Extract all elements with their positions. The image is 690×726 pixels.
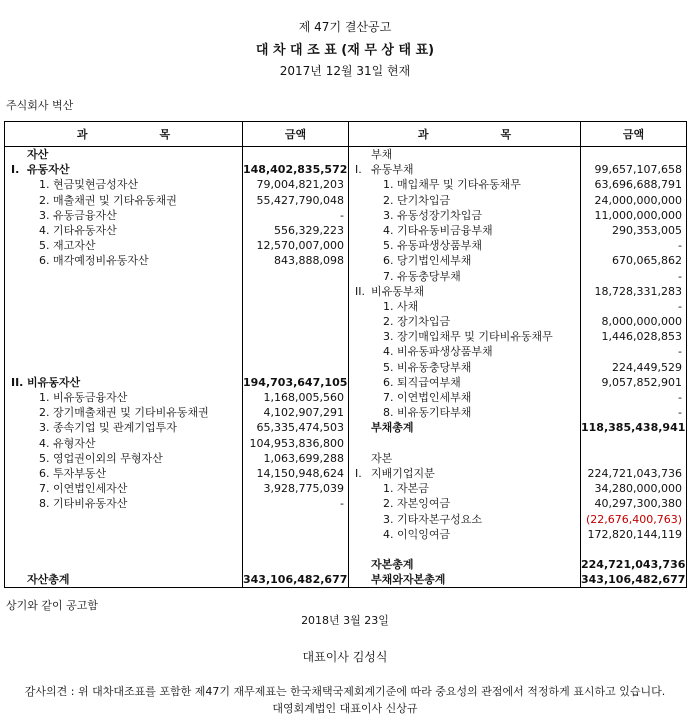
right-row-label (349, 466, 580, 481)
left-row-label (5, 314, 242, 329)
left-row-amount (243, 512, 348, 527)
line-item-label: 5. 유동파생상품부채 (383, 239, 482, 253)
left-row-label (5, 329, 242, 344)
left-row-amount: 194,703,647,105 (243, 375, 348, 389)
table-header-row (5, 122, 687, 147)
right-row-amount: - (678, 345, 682, 359)
right-row-amount: 9,057,852,901 (601, 375, 682, 389)
right-row-amount: - (678, 299, 682, 313)
right-row-label (349, 269, 580, 284)
line-item-label: 유동부채 (371, 163, 414, 177)
left-row-amount: 79,004,821,203 (256, 178, 344, 192)
assets-labels-column (5, 147, 243, 588)
left-row-amount (243, 299, 348, 314)
left-row-amount (243, 360, 348, 375)
line-item-label: 3. 유동성장기차입금 (383, 208, 482, 222)
notice-text: 상기와 같이 공고함 (6, 599, 99, 612)
right-row-amount: 290,353,005 (612, 223, 682, 237)
left-row-label (5, 557, 242, 572)
left-row-amount (243, 147, 348, 162)
left-row-amount (243, 527, 348, 542)
right-row-amount: 1,446,028,853 (601, 330, 682, 344)
right-row-label (349, 223, 580, 238)
left-row-label (5, 496, 242, 511)
line-item-label: 자산 (27, 148, 49, 161)
right-row-label (349, 512, 580, 527)
ceo-name: 대표이사 김성식 (302, 650, 388, 664)
right-row-amount: 670,065,862 (612, 254, 682, 268)
line-item-label: 6. 당기법인세부채 (383, 254, 472, 268)
left-row-amount: 343,106,482,677 (243, 573, 348, 587)
line-item-label: 5. 재고자산 (39, 239, 96, 253)
right-row-amount: 63,696,688,791 (594, 178, 682, 192)
left-row-label (5, 284, 242, 299)
right-row-amount: 224,721,043,736 (581, 558, 686, 572)
right-row-amount: (22,676,400,763) (585, 512, 682, 526)
section-numeral: II. (11, 375, 24, 389)
left-row-label (5, 162, 242, 177)
line-item-label: 7. 이연법인세부채 (383, 391, 472, 404)
liabilities-equity-labels-column (349, 147, 581, 588)
right-row-amount: 40,297,300,380 (594, 497, 682, 511)
right-row-amount: - (678, 269, 682, 283)
left-row-label (5, 360, 242, 375)
line-item-label: 1. 매입채무 및 기타유동채무 (383, 178, 521, 192)
left-row-label (5, 269, 242, 284)
right-row-label (349, 405, 580, 420)
right-row-label (349, 344, 580, 359)
document-date: 2017년 12월 31일 현재 (279, 64, 411, 78)
left-row-label (5, 177, 242, 192)
section-numeral: I. (11, 163, 20, 177)
line-item-label: 3. 유동금융자산 (39, 208, 117, 222)
audit-opinion: 감사의견 : 위 대차대조표를 포함한 제47기 재무제표는 한국채택국제회계기준에 따라 중요성의 관점에서 적정하게 표시하고 있습니다. (24, 685, 666, 698)
left-row-label (5, 466, 242, 481)
left-row-amount: 1,168,005,560 (263, 391, 344, 404)
assets-amounts-column (243, 147, 349, 588)
line-item-label: 4. 유형자산 (39, 436, 96, 450)
left-row-label (5, 420, 242, 435)
line-item-label: 자본총계 (371, 558, 414, 572)
right-row-amount: 34,280,000,000 (594, 482, 682, 496)
right-row-label (349, 147, 580, 162)
right-row-amount (581, 147, 686, 162)
line-item-label: 6. 투자부동산 (39, 466, 107, 480)
line-item-label: 부채총계 (371, 421, 414, 435)
line-item-label: 5. 비유동충당부채 (383, 360, 472, 374)
left-row-amount (243, 329, 348, 344)
section-numeral: I. (355, 466, 362, 480)
right-row-label (349, 557, 580, 572)
left-row-amount: 65,335,474,503 (256, 421, 344, 435)
left-row-amount: 4,102,907,291 (263, 406, 344, 420)
right-row-amount: 11,000,000,000 (594, 208, 682, 222)
right-row-amount: - (678, 391, 682, 404)
line-item-label: 1. 현금및현금성자산 (39, 178, 138, 192)
line-item-label: 4. 기타유동비금융부채 (383, 223, 493, 237)
right-row-amount: - (678, 406, 682, 420)
left-row-amount: 55,427,790,048 (256, 193, 344, 207)
left-row-label (5, 451, 242, 466)
line-item-label: 6. 매각예정비유동자산 (39, 254, 149, 268)
line-item-label: 5. 영업권이외의 무형자산 (39, 451, 163, 465)
right-row-label (349, 162, 580, 177)
line-item-label: 1. 사채 (383, 299, 419, 313)
line-item-label: 2. 매출채권 및 기타유동채권 (39, 193, 177, 207)
right-row-amount: 24,000,000,000 (594, 193, 682, 207)
left-row-label (5, 390, 242, 405)
header-amount-left: 금액 (243, 122, 349, 147)
right-row-amount: 172,820,144,119 (587, 527, 682, 541)
section-numeral: I. (355, 163, 362, 177)
line-item-label: 6. 퇴직급여부채 (383, 375, 461, 389)
left-row-label (5, 375, 242, 390)
header-item-left: 과 목 (5, 122, 243, 147)
left-row-amount (243, 284, 348, 299)
line-item-label: 1. 자본금 (383, 482, 429, 496)
right-row-label (349, 420, 580, 435)
right-row-label (349, 253, 580, 268)
left-row-amount: - (340, 208, 344, 222)
auditor-name: 대영회계법인 대표이사 신상규 (272, 702, 418, 715)
header-amount-right: 금액 (581, 122, 687, 147)
right-row-label (349, 238, 580, 253)
left-row-amount (243, 269, 348, 284)
line-item-label: 4. 기타유동자산 (39, 223, 117, 237)
left-row-label (5, 299, 242, 314)
line-item-label: 자산총계 (27, 573, 70, 587)
left-row-label (5, 527, 242, 542)
left-row-amount (243, 314, 348, 329)
left-row-amount: 12,570,007,000 (256, 239, 344, 253)
line-item-label: 1. 비유동금융자산 (39, 391, 128, 404)
left-row-label (5, 253, 242, 268)
right-row-label (349, 542, 580, 557)
left-row-label (5, 481, 242, 496)
line-item-label: 2. 단기차입금 (383, 193, 451, 207)
left-row-label (5, 208, 242, 223)
left-row-label (5, 405, 242, 420)
left-row-label (5, 223, 242, 238)
right-row-label (349, 527, 580, 542)
left-row-amount: 843,888,098 (274, 254, 344, 268)
left-row-label (5, 512, 242, 527)
line-item-label: 부채 (371, 148, 393, 161)
right-row-label (349, 193, 580, 208)
right-row-label (349, 360, 580, 375)
right-row-label (349, 436, 580, 451)
right-row-amount: - (678, 239, 682, 253)
right-row-label (349, 496, 580, 511)
left-row-amount (243, 557, 348, 572)
announcement-date: 2018년 3월 23일 (301, 614, 389, 627)
left-row-amount (243, 344, 348, 359)
right-row-label (349, 314, 580, 329)
line-item-label: 2. 장기매출채권 및 기타비유동채권 (39, 406, 209, 420)
left-row-label (5, 193, 242, 208)
line-item-label: 3. 종속기업 및 관계기업투자 (39, 421, 177, 435)
right-row-amount: 8,000,000,000 (601, 315, 682, 329)
line-item-label: 3. 기타자본구성요소 (383, 512, 482, 526)
right-row-amount (581, 542, 686, 557)
right-row-label (349, 208, 580, 223)
section-numeral: II. (355, 284, 365, 298)
right-row-label (349, 390, 580, 405)
left-row-amount: - (340, 497, 344, 511)
line-item-label: 2. 자본잉여금 (383, 497, 451, 511)
right-row-amount: 118,385,438,941 (581, 421, 686, 435)
right-row-amount: 99,657,107,658 (594, 163, 682, 177)
notice-title: 제 47기 결산공고 (298, 20, 392, 34)
line-item-label: 2. 장기차입금 (383, 315, 451, 329)
balance-sheet-table (4, 121, 687, 588)
right-row-label (349, 329, 580, 344)
left-row-amount: 104,953,836,800 (249, 436, 344, 450)
right-row-amount (581, 436, 686, 451)
line-item-label: 4. 비유동파생상품부채 (383, 345, 493, 359)
line-item-label: 비유동부채 (371, 284, 425, 298)
right-row-amount: 224,449,529 (612, 360, 682, 374)
left-row-amount: 14,150,948,624 (256, 466, 344, 480)
right-row-label (349, 572, 580, 587)
left-row-amount: 148,402,835,572 (243, 163, 348, 177)
right-row-label (349, 284, 580, 299)
right-row-amount: 224,721,043,736 (587, 466, 682, 480)
right-row-label (349, 481, 580, 496)
left-row-label (5, 238, 242, 253)
left-row-amount: 3,928,775,039 (263, 482, 344, 496)
right-row-label (349, 451, 580, 466)
header-item-right: 과 목 (349, 122, 581, 147)
right-row-label (349, 375, 580, 390)
line-item-label: 4. 이익잉여금 (383, 527, 451, 541)
left-row-amount (243, 542, 348, 557)
line-item-label: 7. 유동충당부채 (383, 269, 461, 283)
line-item-label: 비유동자산 (27, 375, 81, 389)
line-item-label: 부채와자본총계 (371, 573, 446, 587)
right-row-amount: 18,728,331,283 (594, 284, 682, 298)
company-name: 주식회사 벽산 (6, 99, 74, 112)
line-item-label: 3. 장기매입채무 및 기타비유동채무 (383, 330, 553, 344)
liabilities-equity-amounts-column (581, 147, 687, 588)
left-row-amount: 1,063,699,288 (263, 451, 344, 465)
line-item-label: 지배기업지분 (371, 466, 435, 480)
line-item-label: 8. 비유동기타부채 (383, 406, 472, 420)
left-row-label (5, 344, 242, 359)
line-item-label: 유동자산 (27, 163, 70, 177)
left-row-label (5, 147, 242, 162)
left-row-label (5, 436, 242, 451)
left-row-amount: 556,329,223 (274, 223, 344, 237)
document-title: 대 차 대 조 표 (재 무 상 태 표) (255, 43, 435, 58)
left-row-label (5, 572, 242, 587)
right-row-amount: 343,106,482,677 (581, 573, 686, 587)
right-row-label (349, 177, 580, 192)
line-item-label: 자본 (371, 451, 393, 465)
left-row-label (5, 542, 242, 557)
right-row-label (349, 299, 580, 314)
line-item-label: 8. 기타비유동자산 (39, 497, 128, 511)
line-item-label: 7. 이연법인세자산 (39, 482, 128, 496)
right-row-amount (581, 451, 686, 466)
